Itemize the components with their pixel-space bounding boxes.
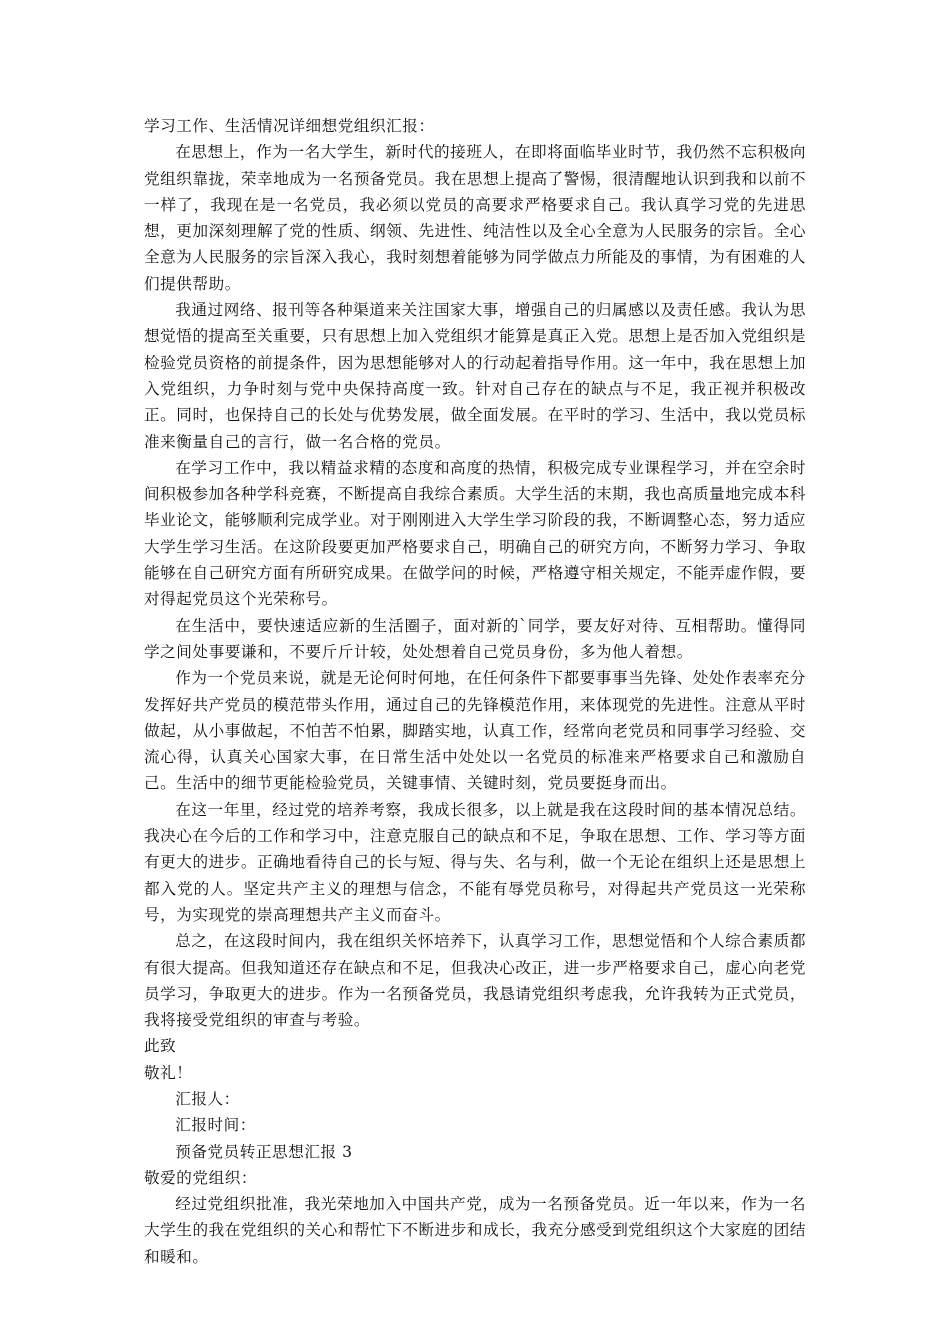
salutation: 敬爱的党组织： <box>144 1168 258 1187</box>
opening-line: 学习工作、生活情况详细想党组织汇报： <box>144 117 435 135</box>
closing-cizhi: 此致 <box>144 1037 177 1056</box>
paragraph-party-member-role: 作为一个党员来说，就是无论何时何地，在任何条件下都要事事当先锋、处处作表率充分发挥好共产党员的模范带头作用，通过自己的先锋模范作用，来体现党的先进性。注意从平时做起，从小事做起，不怕苦不怕累，脚踏实地，认真工作，经常向老党员和同事学习经验、交流心得，认真关心国家大事，在日常生活中处处以一名党员的标准来严格要求自己和激励自己。生活中的细节更能检验党员，关键事情、关键时刻，党员要挺身而出。 <box>144 669 806 793</box>
report-time-label: 汇报时间： <box>175 1116 256 1135</box>
paragraph-final: 经过党组织批准，我光荣地加入中国共产党，成为一名预备党员。近一年以来，作为一名大学生的我在党组织的关心和帮忙下不断进步和成长，我充分感受到党组织这个大家庭的团结和暖和。 <box>144 1195 806 1266</box>
paragraph-daily-life: 在生活中，要快速适应新的生活圈子，面对新的`同学，要友好对待、互相帮助。懂得同学之间处事要谦和，不要斤斤计较，处处想着自己党员身份，多为他人着想。 <box>144 616 806 661</box>
section-title: 预备党员转正思想汇报 3 <box>175 1142 353 1161</box>
paragraph-study-work: 在学习工作中，我以精益求精的态度和高度的热情，积极完成专业课程学习，并在空余时间积极参加各种学科竞赛，不断提高自我综合素质。大学生活的末期，我也高质量地完成本科毕业论文，能够顺利完成学业。对于刚刚进入大学生学习阶段的我，不断调整心态，努力适应大学生学习生活。在这阶段要更加严格要求自己，明确自己的研究方向，不断努力学习、争取能够在自己研究方面有所研究成果。在做学问的时候，严格遵守相关规定，不能弄虚作假，要对得起党员这个光荣称号。 <box>144 458 806 609</box>
paragraph-ideology: 在思想上，作为一名大学生，新时代的接班人，在即将面临毕业时节，我仍然不忘积极向党组织靠拢，荣幸地成为一名预备党员。我在思想上提高了警惕，很清醒地认识到我和以前不一样了，我现在是一名党员，我必须以党员的高要求严格要求自己。我认真学习党的先进思想，更加深刻理解了党的性质、纲领、先进性、纯洁性以及全心全意为人民服务的宗旨。全心全意为人民服务的宗旨深入我心，我时刻想着能够为同学做点力所能及的事情，为有困难的人们提供帮助。 <box>144 143 806 293</box>
document-page <box>144 113 806 1270</box>
reporter-label: 汇报人： <box>175 1089 240 1108</box>
paragraph-conclusion: 总之，在这段时间内，我在组织关怀培养下，认真学习工作，思想觉悟和个人综合素质都有很大提高。但我知道还存在缺点和不足，但我决心改正，进一步严格要求自己，虚心向老党员学习，争取更大的进步。作为一名预备党员，我恳请党组织考虑我，允许我转为正式党员，我将接受党组织的审查与考验。 <box>144 932 806 1030</box>
paragraph-year-summary: 在这一年里，经过党的培养考察，我成长很多，以上就是我在这段时间的基本情况总结。我决心在今后的工作和学习中，注意克服自己的缺点和不足，争取在思想、工作、学习等方面有更大的进步。正确地看待自己的长与短、得与失、名与利，做一个无论在组织上还是思想上都入党的人。坚定共产主义的理想与信念，不能有辱党员称号，对得起共产党员这一光荣称号，为实现党的崇高理想共产主义而奋斗。 <box>144 800 806 924</box>
paragraph-national-affairs: 我通过网络、报刊等各种渠道来关注国家大事，增强自己的归属感以及责任感。我认为思想觉悟的提高至关重要，只有思想上加入党组织才能算是真正入党。思想上是否加入党组织是检验党员资格的前提条件，因为思想能够对人的行动起着指导作用。这一年中，我在思想上加入党组织，力争时刻与党中央保持高度一致。针对自己存在的缺点与不足，我正视并积极改正。同时，也保持自己的长处与优势发展，做全面发展。在平时的学习、生活中，我以党员标准来衡量自己的言行，做一名合格的党员。 <box>144 301 806 451</box>
closing-jingli: 敬礼！ <box>144 1063 193 1082</box>
